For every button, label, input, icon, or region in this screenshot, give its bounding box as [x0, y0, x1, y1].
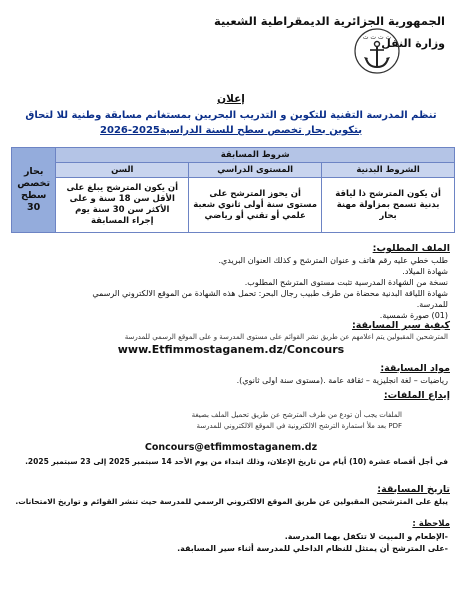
cell-age [56, 178, 189, 233]
date-title: تاريخ المسابقة: [377, 484, 450, 495]
cell-line: أن يحوز المترشح على [209, 188, 301, 199]
deposit-line-2: PDF بعد ملأ استمارة الترشح الالكترونية في الموقع الالكتروني للمدرسة [196, 422, 402, 430]
note-line-2: -على المترشح أن يمتثل للنظام الداخلي للمدرسة أثناء سير المسابقة. [177, 544, 448, 553]
notes-title: ملاحظة : [412, 519, 450, 529]
intro-line-1: تنظم المدرسة التقنية للتكوين و التدريب البحريين بمستغانم مسابقة وطنية للا لتحاق [25, 110, 437, 121]
cell-line: أن يكون المترشح ذا لياقة [335, 188, 441, 199]
cell-line: مستوى سنة أولى ثانوي شعبة [193, 199, 318, 210]
file-item: (01) صورة شمسية. [379, 311, 448, 320]
process-text: المترشحين المقبولين يتم اعلامهم عن طريق نشر القوائم على مستوى المدرسة و على الموقع الرسمي للمدرسة [124, 333, 448, 341]
specialty-line: تخصص سطح [17, 178, 51, 201]
date-text: يبلغ على المترشحين المقبولين عن طريق الموقع الالكتروني الرسمي للمدرسة حيث تنشر القوائم و تواريخ الامتحانات. [15, 497, 448, 506]
header-age: السن [56, 163, 189, 178]
deadline-text: في أجل أقصاه عشرة (10) أيام من تاريخ الإعلان، وذلك ابتداء من يوم الأحد 14 سبتمبر 2025 إلى 23 سبتمبر 2025. [25, 457, 448, 466]
ministry-emblem [352, 27, 402, 75]
note-line-1: -الإطعام و المبيت لا تتكفل بهما المدرسة. [284, 532, 448, 541]
conditions-title: شروط المسابقة [56, 148, 455, 163]
header-education: المستوى الدراسي [189, 163, 322, 178]
cell-line: بحار [379, 210, 397, 221]
cell-line: علمي أو تقني أو رياضي [204, 210, 306, 221]
emblem-text: ت ت ت ت [362, 34, 392, 41]
announcement-title: إعلان [217, 93, 245, 105]
specialty-line: بحار [23, 166, 44, 177]
process-title: كيفية سير المسابقة: [351, 320, 450, 331]
conditions-table [11, 147, 455, 233]
ministry-title: وزارة النقل [381, 37, 445, 50]
subjects-title: مواد المسابقة: [380, 363, 450, 374]
file-item: للمدرسة. [416, 300, 448, 309]
intro-line-2: بتكوين بحار تخصص سطح للسنة الدراسية2025-2026 [100, 125, 362, 136]
file-item: طلب خطي عليه رقم هاتف و عنوان المترشح و كذلك العنوان البريدي. [218, 256, 448, 265]
header-physical: الشروط البدنية [322, 163, 455, 178]
republic-title: الجمهورية الجزائرية الديمقراطية الشعبية [213, 14, 445, 28]
specialty-cell [12, 148, 56, 233]
contact-email[interactable]: Concours@etfimmostaganem.dz [144, 442, 318, 453]
file-item: شهادة اللياقة البدنية محضاة من طرف طبيب رجال البحر: تحمل هذه الشهادة من الموقع الالكتروني الرسمي [92, 289, 448, 298]
cell-education [189, 178, 322, 233]
deposit-line-1: الملفات يجب أن تودع من طرف المترشح عن طريق تحميل الملف بصيغة [191, 411, 402, 419]
file-item: نسخة من الشهادة المدرسية تثبت مستوى المترشح المطلوب. [244, 278, 448, 287]
cell-line: أن يكون المترشح يبلغ على [66, 183, 179, 193]
cell-line: الأقل سن 18 سنة و على [69, 194, 175, 204]
cell-line: بدنية تسمح بمزاولة مهنة [336, 199, 440, 210]
concours-link[interactable]: www.Etfimmostaganem.dz/Concours [117, 343, 345, 356]
anchor-icon [352, 27, 402, 75]
cell-physical [322, 178, 455, 233]
file-item: شهادة الميلاد. [402, 267, 448, 276]
specialty-count: 30 [27, 202, 41, 213]
deposit-title: إيداع الملفات: [383, 390, 450, 401]
cell-line: الأكثر سن 30 سنة يوم [75, 205, 170, 215]
file-title: الملف المطلوب: [372, 243, 450, 254]
announcement-intro [10, 108, 452, 138]
subjects-text: رياضيات – لغة انجليزية – ثقافة عامة .(مستوى سنة اولى ثانوي). [236, 376, 448, 385]
cell-line: إجراء المسابقة [90, 216, 154, 226]
